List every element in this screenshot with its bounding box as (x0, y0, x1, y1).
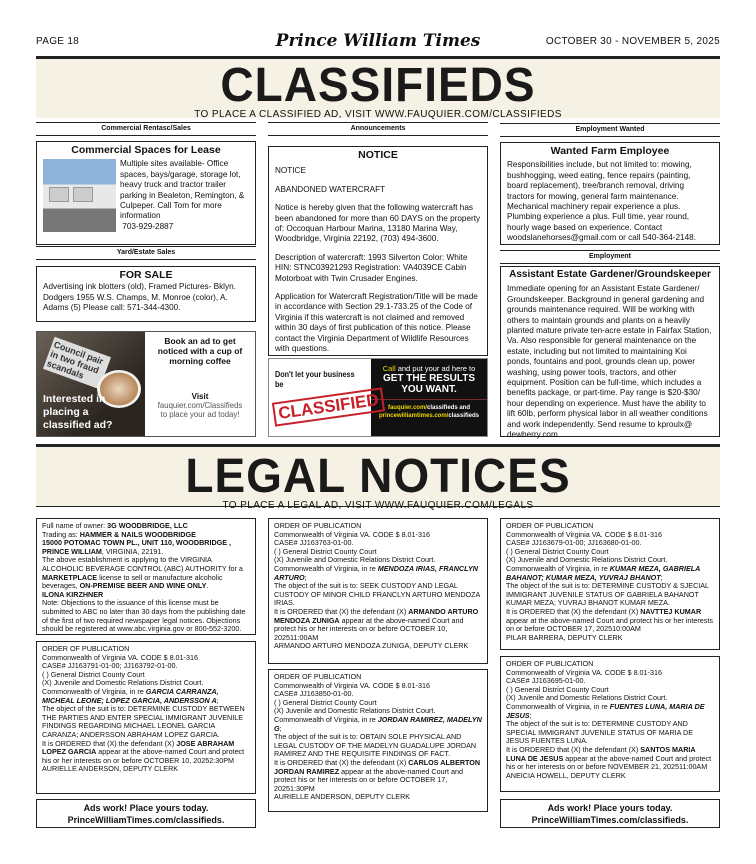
business-ad-headline: GET THE RESULTS YOU WANT. (382, 373, 476, 395)
notice-text: ; (529, 710, 532, 720)
notice-text: ( ) General District County Court (274, 697, 377, 707)
coffee-photo (37, 332, 145, 436)
url-suffix: classifieds (448, 413, 480, 419)
notice-text: appear at the above-named Court and protect his or her interests on or before NOVEMBER 21, 202511:00AM (506, 753, 712, 772)
section-yard-sales: Yard/Estate Sales (36, 246, 256, 260)
notice-text: JOSE ABRAHAM LOPEZ GARCIA (42, 738, 235, 757)
legal-banner (36, 447, 720, 506)
notice-text: CASE# JJ163850-01-00. (274, 689, 354, 699)
notice-text: SANTOS MARIA LUNA DE JESUS (506, 744, 696, 763)
notice-text: PILAR BARRERA, DEPUTY CLERK (506, 632, 623, 642)
notice-text: Trading as: (42, 529, 80, 539)
notice-text: ON-PREMISE BEER AND WINE ONLY (79, 581, 207, 591)
notice-text: The object of the suit is to: DETERMINE CUSTODY BETWEEN THE PARTIES AND ENTER SPECIAL IMMIGRANT JUVENILE FINDINGS REGARDING MICHAEL LEONEL GARCIA CARANZA; ANDERSSON ABRAHAM LOPEZ GARCIA. (42, 704, 245, 739)
notice-text: ARMANDO ARTURO MENDOZA ZUNIGA, DEPUTY CLERK (274, 641, 469, 651)
legal-notice-abc (36, 518, 256, 635)
section-employment-wanted: Employment Wanted (500, 123, 720, 137)
notice-text: Note: Objections to the issuance of this license must be submitted to ABC no later than 30 days from the publishing date of the first of two required newspaper legal notices. Objections should be registered at www.abc.virginia.gov or 800-552-3200. (42, 598, 246, 634)
classifieds-banner (36, 56, 720, 120)
notice-para: Application for Watercraft Registration/Title will be made in accordance with Section 29.1-733.25 of the Code of Virginia if this watercraft is not claimed and removed within 30 days of first publication of this notice. Please contact the Virginia Department of Wildlife Resources with questions. (275, 292, 478, 354)
issue-date: OCTOBER 30 - NOVEMBER 5, 2025 (545, 36, 720, 47)
notice-text: (X) Juvenile and Domestic Relations District Court. (42, 678, 204, 688)
forsale-title: FOR SALE (119, 269, 173, 281)
notice-text: AURIELLE ANDERSON, DEPUTY CLERK (42, 764, 179, 774)
notice-para: NOTICE (275, 166, 306, 176)
notice-text: appear at the above-named Court and protect his or her interests on or before OCTOBER 17, 202510:00AM (506, 615, 713, 634)
farm-listing (500, 142, 720, 245)
notice-text: HAMMER & NAILS WOODBRIDGE (79, 529, 196, 539)
notice-text: CARLOS ALBERTON JORDAN RAMIREZ (274, 757, 481, 776)
notice-text: (X) Juvenile and Domestic Relations District Court. (274, 706, 436, 716)
coffee-ad-visit: Visit (191, 392, 209, 401)
notice-text: Commonwealth of Virginia, in re (274, 714, 378, 724)
notice-text: Commonwealth of Virginia VA. CODE $ 8.01-316 (506, 529, 662, 539)
gardener-title: Assistant Estate Gardener/Groundskeeper (509, 269, 711, 280)
notice-text: The object of the suit is to: DETERMINE CUSTODY & SJECIAL IMMIGRANT JUVENILE STATUS OF GABRIELA BAHANOT KUMAR MEZA; YUVRAJ BHANOT KUMAR MEZA. (506, 581, 709, 608)
notice-text: The object of the suit is to: DETERMINE CUSTODY AND SPECIAL IMMIGRANT JUVENILE STATUS OF MARIA DE JESUS FUENTES LUNA. (506, 719, 694, 746)
business-ad-left: Don't let your business be (275, 369, 355, 389)
building-photo (43, 159, 116, 232)
notice-text: ( ) General District County Court (274, 546, 377, 556)
notice-text: ; (216, 695, 219, 705)
notice-text: Commonwealth of Virginia, in re (506, 563, 610, 573)
notice-text: JORDAN RAMIREZ, MADELYN G (274, 714, 482, 733)
notice-text: KUMAR MEZA, GABRIELA BAHANOT; KUMAR MEZA, YUVRAJ BHANOT (506, 563, 701, 582)
page-number: PAGE 18 (36, 36, 80, 47)
notice-text: FUENTES LUNA, MARIA DE JESUS (506, 701, 705, 720)
ads-work-box[interactable] (500, 799, 720, 828)
notice-text: CASE# JJ163763-01-00. (274, 538, 354, 548)
notice-text: The above establishment is applying to the VIRGINIA ALCOHOLIC BEVERAGE CONTROL (ABC) AUTHORITY for a (42, 555, 243, 573)
notice-text: The object of the suit is to: SEEK CUSTODY AND LEGAL CUSTODY OF MINOR CHILD FRANCLYN ARTURO MENDOZA IRIAS. (274, 581, 480, 608)
coffee-ad[interactable] (36, 331, 256, 437)
notice-text: . (206, 581, 209, 591)
notice-text: appear at the above-named Court and protect his or her interests on or before OCTOBER 10, 20252:30PM (42, 747, 245, 765)
notice-text: ANEICIA HOWELL, DEPUTY CLERK (506, 770, 626, 780)
notice-text: ( ) General District County Court (506, 546, 609, 556)
notice-text: MENDOZA IRIAS, FRANCLYN ARTURO (274, 563, 478, 582)
commercial-body: Multiple sites available- Office spaces, bays/garage, storage lot, heavy truck and tractor trailer parking in Bealeton, Remington, & Culpeper. Call Tom for more information (120, 159, 245, 221)
commercial-listing (36, 141, 256, 245)
legal-notice-mendoza (268, 518, 488, 664)
business-ad[interactable] (268, 358, 488, 437)
gardener-body: Immediate opening for an Assistant Estate Gardener/ Groundskeeper. Background in general gardening and grounds maintenance required. Will be working with others to maintain grounds and plants on a heavily planted mature private ten-acre estate in Fairfax Station, Va. Also responsible for general maintenance on the estate, including but not limited to maintaining Koi ponds, fountains and pool, grounds clean up, power washing, using power tools, tractors, and other equipment. Position can be full-time, which includes a benefits package, or part-time. Pay range is $20-$30/ hour depending on experience. Must have the ability to lift 60lb, perform physical labor in all weather conditions and work independently. Send resume to kproulx@ dewberry.com. (507, 284, 712, 440)
notice-text: ( ) General District County Court (42, 669, 145, 679)
legal-notice-fuentes (500, 656, 720, 792)
masthead-logo: Prince William Times (275, 31, 481, 51)
notice-text: ( ) General District County Court (506, 684, 609, 694)
notice-text: Commonwealth of Virginia VA. CODE $ 8.01-316 (506, 667, 662, 677)
notice-text: Commonwealth of Virginia VA. CODE $ 8.01-316 (274, 680, 430, 690)
notice-text: appear at the above-named Court and protect his or her interests on or before OCTOBER 10, 202511:00AM (274, 615, 464, 642)
notice-text: Full name of owner: (42, 521, 108, 530)
classifieds-subtitle: TO PLACE A CLASSIFIED AD, VISIT WWW.FAUQUIER.COM/CLASSIFIEDS (194, 109, 562, 120)
notice-text: MARKETPLACE (42, 572, 98, 582)
notice-text: (X) Juvenile and Domestic Relations District Court. (506, 693, 668, 703)
forsale-listing (36, 266, 256, 322)
notice-text: 15000 POTOMAC TOWN PL., UNIT 110, WOODBRIDGE , PRINCE WILLIAM (42, 538, 232, 556)
notice-text: It is ORDERED that (X) the defendant (X) (274, 606, 409, 616)
notice-text: It is ORDERED that (X) the defendant (X) (506, 744, 641, 754)
notice-text: Commonwealth of Virginia, in re (506, 701, 610, 711)
section-employment: Employment (500, 250, 720, 264)
section-announcements: Announcements (268, 122, 488, 136)
notice-text: ORDER OF PUBLICATION (506, 659, 594, 668)
notice-text: It is ORDERED that (X) the defendant (X) (42, 738, 177, 748)
gardener-listing (500, 266, 720, 440)
notice-text: Commonwealth of Virginia VA. CODE $ 8.01-316 (274, 529, 430, 539)
notice-text: (X) Juvenile and Domestic Relations District Court. (506, 555, 668, 565)
url-suffix: classifieds and (426, 405, 471, 411)
notice-text: ARMANDO ARTURO MENDOZA ZUNIGA (274, 606, 479, 625)
notice-text: ; (660, 572, 663, 582)
notice-text: AURIELLE ANDERSON, DEPUTY CLERK (274, 792, 411, 802)
ads-work-url[interactable]: PrinceWilliamTimes.com/classifieds. (67, 815, 225, 825)
notice-text: GARCIA CARRANZA, MICHEAL LEONE; LOPEZ GARCIA, ANDERSSON A (42, 686, 219, 705)
coffee-ad-overlay: Interested in placing a classified ad? (43, 393, 113, 431)
ads-work-url[interactable]: PrinceWilliamTimes.com/classifieds. (531, 815, 689, 825)
forsale-body: Advertising ink blotters (old), Framed Pictures- Bklyn. Dodgers 1955 W.S. Champs, M. Monroe (color), A. Adams (5) Please call: 571-344-4300. (43, 282, 236, 313)
ads-work-line1: Ads work! Place yours today. (547, 803, 673, 813)
notice-text: ; (279, 723, 282, 733)
notice-title: NOTICE (358, 149, 398, 161)
legal-title: LEGAL NOTICES (185, 447, 571, 503)
legal-notice-garcia (36, 641, 256, 794)
notice-listing (268, 146, 488, 356)
notice-text: Commonwealth of Virginia, in re (274, 563, 378, 573)
notice-text: CASE# JJ163679-01-00; JJ163680-01-00. (506, 538, 642, 548)
url-fauquier[interactable]: fauquier.com/ (387, 405, 427, 411)
legal-notice-jordan (268, 669, 488, 812)
notice-text: Commonwealth of Virginia VA. CODE $ 8.01-316 (42, 652, 198, 662)
commercial-phone[interactable]: 703-929-2887 (122, 221, 174, 231)
farm-title: Wanted Farm Employee (550, 145, 670, 157)
notice-text: (X) Juvenile and Domestic Relations District Court. (274, 555, 436, 565)
notice-text: CASE# JJ163791-01-00; JJ163792-01-00. (42, 661, 178, 671)
notice-text: It is ORDERED that (X) the defendant (X) (274, 757, 409, 767)
notice-text: CASE# JJ163695-01-00. (506, 676, 586, 686)
url-pwt[interactable]: princewilliamtimes.com/ (378, 413, 449, 419)
notice-para: Description of watercraft: 1993 Silverton Color: White HIN: STNC03921293 Registration: VA4039CE Cabin Motorboat with Twin Crusader Engines. (275, 252, 468, 283)
ads-work-line1: Ads work! Place yours today. (83, 803, 209, 813)
notice-text: , VIRGINIA, 22191. (101, 546, 164, 556)
notice-text: ; (304, 572, 307, 582)
commercial-title: Commercial Spaces for Lease (71, 144, 221, 156)
classified-stamp: CLASSIFIED (272, 387, 385, 426)
coffee-ad-url[interactable]: fauquier.com/Classifieds (157, 401, 243, 410)
notice-text: appear at the above-named Court and protect his or her interests on or before OCTOBER 17, 20251:30PM (274, 766, 463, 793)
notice-text: 3G WOODBRIDGE, LLC (107, 521, 188, 530)
newspaper-text: Council pair in two fraud scandals (43, 337, 111, 389)
notice-text: ILONA KIRZHNER (42, 589, 104, 599)
notice-para: ABANDONED WATERCRAFT (275, 184, 386, 194)
notice-text: ORDER OF PUBLICATION (274, 521, 362, 530)
ads-work-box[interactable] (36, 799, 256, 828)
notice-text: Commonwealth of Virginia, in re (42, 686, 146, 696)
notice-text: license to sell or manufacture alcoholic beverages, (42, 572, 223, 591)
coffee-ad-cta: to place your ad today! (160, 410, 240, 419)
legal-notice-kumar (500, 518, 720, 650)
notice-para: Notice is hereby given that the following watercraft has been abandoned for more than 60 DAYS on the property of: Occoquan Harbour Marina, 13180 Marina Way, Woodbridge, Virginia 22192, (703) 494-3600. (275, 203, 481, 244)
business-ad-text: and put your ad here to (397, 364, 476, 373)
farm-body: Responsibilities include, but not limited to: mowing, bushhogging, weed eating, fence repairs (painting, board replacement), tree/branch removal, driving tractors for mowing, general farm maintenance. Mechanical machinery repair experience a plus. Plumbing experience a plus. Full time, year round, hourly wage based on experience. Contact woodslanehorses@gmail.com or call 540-364-2148. (507, 160, 696, 243)
section-commercial: Commercial Rentasc/Sales (36, 122, 256, 136)
notice-text: The object of the suit is to: OBTAIN SOLE PHYSICAL AND LEGAL CUSTODY OF THE MADELYN GUADALUPE JORDAN RAMIREZ AND THE REQUISITE FINDINGS OF FACT. (274, 732, 477, 759)
coffee-ad-headline: Book an ad to get noticed with a cup of morning coffee (157, 336, 243, 366)
notice-text: It is ORDERED that (X) the defendant (X) (506, 606, 641, 616)
classifieds-title: CLASSIFIEDS (220, 56, 536, 112)
notice-text: ORDER OF PUBLICATION (274, 672, 362, 681)
call-word: Call (382, 364, 396, 373)
notice-text: ORDER OF PUBLICATION (42, 644, 130, 653)
notice-text: NAVTTEJ KUMAR (640, 606, 702, 616)
notice-text: ORDER OF PUBLICATION (506, 521, 594, 530)
